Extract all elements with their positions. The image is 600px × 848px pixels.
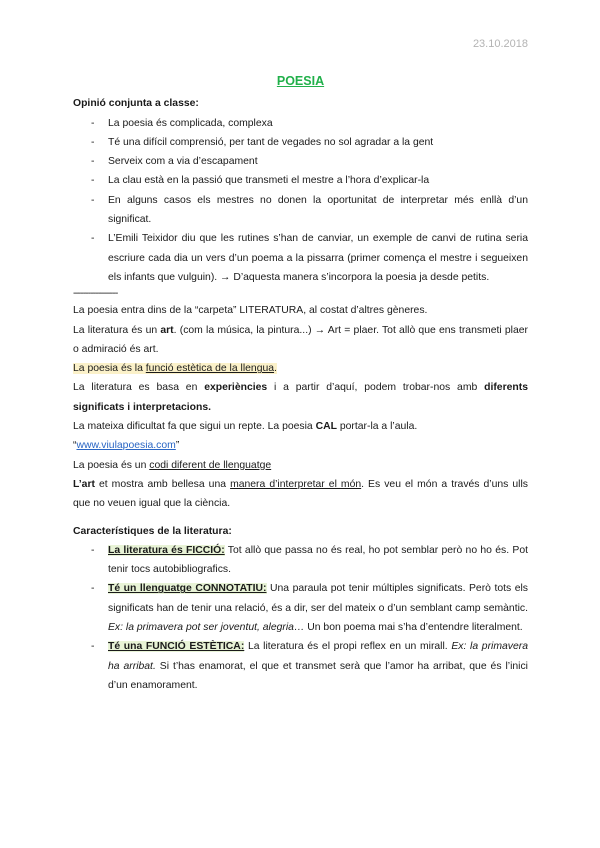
- bold-text: L’art: [73, 478, 95, 490]
- italic-text: Ex: la primavera pot ser joventut, alegria…: [108, 622, 305, 634]
- italic-text: Ex: la primavera ha arribat.: [108, 641, 528, 672]
- text: Tot allò que passa no és real, ho pot semblar però no ho és. Pot tenir tocs autobibliografics.: [108, 544, 528, 576]
- list-item: - Serveix com a via d’escapament: [73, 152, 528, 171]
- list-item: - La clau està en la passió que transmeti el mestre a l’hora d’explicar-la: [73, 171, 528, 190]
- list-item: - La poesia és complicada, complexa: [73, 114, 528, 133]
- separator: ------------------: [73, 288, 118, 300]
- item-label: Té una FUNCIÓ ESTÈTICA:: [108, 641, 245, 653]
- paragraph: [73, 321, 528, 360]
- paragraph: [73, 456, 528, 475]
- paragraph: [73, 359, 528, 378]
- text: La poesia és la: [73, 363, 146, 375]
- section-heading-caracteristiques: Característiques de la literatura:: [73, 525, 232, 537]
- text: Una paraula pot tenir múltiples significats. Però tots els significats han de tenir una relació, és a dir, ser del mateix o d’un semblant camp semàntic.: [108, 583, 528, 614]
- bold-text: art: [160, 324, 174, 336]
- item-label: Té un llenguatge CONNOTATIU:: [108, 583, 267, 595]
- section-heading-opinio: Opinió conjunta a classe:: [73, 98, 199, 110]
- text: . Es veu el món a través d’uns ulls que no veuen igual que la ciència.: [73, 478, 528, 510]
- list-item: - En alguns casos els mestres no donen la oportunitat de interpretar més enllà d’un significat.: [73, 191, 528, 230]
- text: Si t’has enamorat, el que et transmet serà que l’amor ha arribat, que és l’inici d’un enamorament.: [108, 660, 528, 691]
- list-item: [73, 541, 528, 580]
- list-item: [73, 579, 528, 637]
- text: i a partir d’aquí, podem trobar-nos amb: [267, 382, 485, 394]
- item-label: La literatura és FICCIÓ:: [108, 544, 225, 556]
- highlighted-text: [73, 363, 277, 374]
- document-date: 23.10.2018: [472, 38, 528, 50]
- text: .: [274, 363, 277, 375]
- text: La literatura es basa en: [73, 382, 205, 394]
- list-item: - L’Emili Teixidor diu que les rutines s’han de canviar, un exemple de canvi de rutina seria escriure cada dia un vers d’un poema a la pissarra (primer comença el mestre i segueixen els infants que vulguin). → D’aquesta manera s’incorpora la poesia ja desde petits.: [73, 229, 528, 287]
- page-title: POESIA: [276, 74, 325, 88]
- text: et mostra amb bellesa una: [94, 478, 231, 490]
- spacer: [73, 514, 528, 522]
- text: La mateixa dificultat fa que sigui un repte. La poesia: [73, 421, 316, 433]
- text: ”: [175, 440, 180, 452]
- website-link[interactable]: www.viulapoesia.com: [76, 440, 176, 452]
- opinio-list: [73, 114, 528, 288]
- bold-text: CAL: [315, 421, 337, 433]
- text: “: [73, 440, 77, 452]
- bold-text: experiències: [204, 382, 268, 394]
- text: portar-la a l’aula.: [336, 421, 418, 433]
- text: Un bon poema mai s’ha d’entendre literalment.: [304, 622, 523, 634]
- text: . (com la música, la pintura...) → Art = plaer. Tot allò que ens transmeti plaer o admiració és art.: [73, 324, 528, 355]
- document-page: [73, 72, 528, 695]
- underlined-text: manera d’interpretar el món: [230, 478, 362, 490]
- paragraph: La poesia entra dins de la “carpeta” LITERATURA, al costat d’altres gèneres.: [73, 305, 428, 317]
- text: La literatura és un: [73, 324, 161, 336]
- paragraph: [73, 378, 528, 417]
- paragraph: [73, 417, 528, 436]
- text: La poesia és un: [73, 459, 150, 471]
- underlined-text: codi diferent de llenguatge: [149, 459, 272, 471]
- paragraph: [73, 475, 528, 514]
- list-item: [73, 637, 528, 695]
- list-item: - Té una difícil comprensió, per tant de vegades no sol agradar a la gent: [73, 133, 528, 152]
- paragraph: [73, 436, 528, 455]
- bold-text: diferents significats i interpretacions.: [73, 382, 528, 413]
- text: La literatura és el propi reflex en un mirall.: [244, 641, 452, 653]
- underlined-text: funció estètica de la llengua: [145, 363, 275, 375]
- caracteristiques-list: [73, 541, 528, 695]
